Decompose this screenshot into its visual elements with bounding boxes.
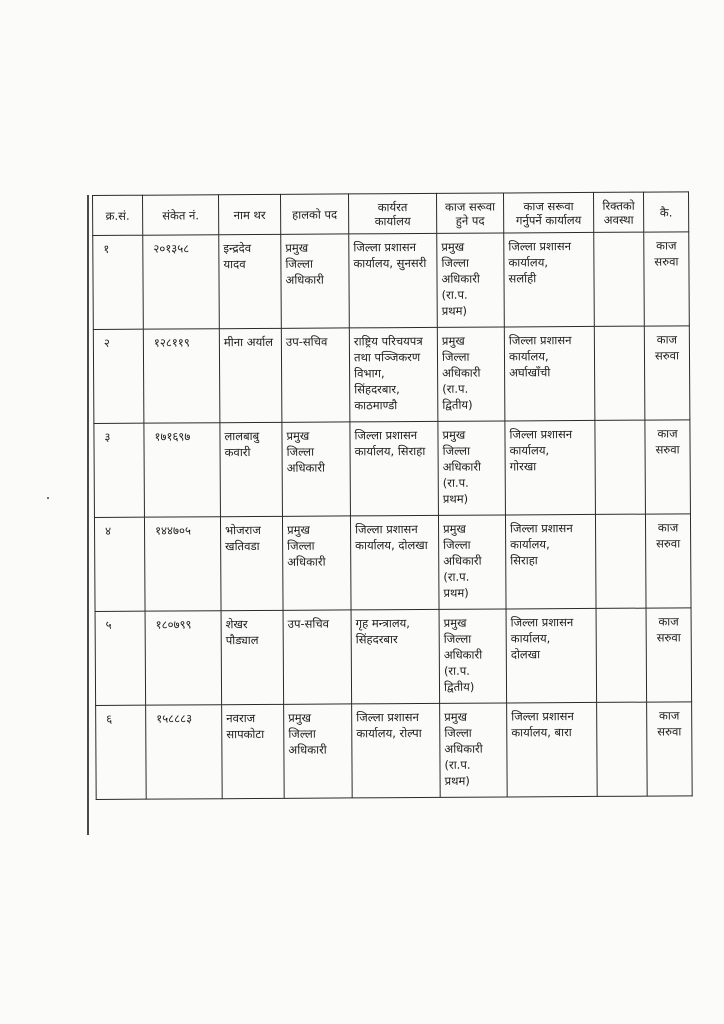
cell-vacancy <box>594 232 645 326</box>
cell-serial: ६ <box>96 705 147 799</box>
cell-current-post: प्रमुख जिल्ला अधिकारी <box>282 422 351 516</box>
cell-new-office: जिल्ला प्रशासन कार्यालय, बारा <box>507 702 598 797</box>
cell-code: १८०७९९ <box>145 611 222 705</box>
cell-new-post: प्रमुख जिल्ला अधिकारी (रा.प. प्रथम) <box>440 703 508 797</box>
table-row <box>93 326 690 424</box>
cell-new-post: प्रमुख जिल्ला अधिकारी (रा.प. प्रथम) <box>437 233 505 327</box>
cell-current-office: जिल्ला प्रशासन कार्यालय, रोल्पा <box>352 703 441 798</box>
cell-remark: काज सरुवा <box>646 608 692 702</box>
table-row <box>94 514 691 612</box>
header-remark: कै. <box>643 192 688 232</box>
table-row <box>95 608 692 706</box>
cell-current-office: गृह मन्त्रालय, सिंहदरबार <box>351 609 440 704</box>
cell-new-office: जिल्ला प्रशासन कार्यालय, अर्घाखाँची <box>504 326 595 421</box>
header-vacancy: रिक्तको अवस्था <box>593 192 643 232</box>
header-code: संकेत नं. <box>143 195 219 235</box>
header-new-post: काज सरूवा हुने पद <box>436 193 503 233</box>
cell-vacancy <box>594 326 645 420</box>
cell-name: भोजराज खतिवडा <box>220 516 283 610</box>
scan-speck <box>47 497 49 499</box>
cell-new-office: जिल्ला प्रशासन कार्यालय, गोरखा <box>505 420 596 515</box>
table-row <box>93 232 690 330</box>
transfer-table <box>92 191 693 800</box>
cell-code: १४४७०५ <box>144 517 221 611</box>
cell-new-office: जिल्ला प्रशासन कार्यालय, सर्लाही <box>504 232 595 327</box>
cell-new-office: जिल्ला प्रशासन कार्यालय, सिराहा <box>505 514 596 609</box>
cell-current-post: प्रमुख जिल्ला अधिकारी <box>284 704 353 798</box>
cell-current-post: उप-सचिव <box>283 610 352 704</box>
cell-serial: ५ <box>95 611 146 705</box>
cell-name: शेखर पौड्याल <box>221 610 284 704</box>
cell-vacancy <box>596 608 647 702</box>
cell-vacancy <box>597 702 648 796</box>
header-name: नाम थर <box>219 194 281 234</box>
cell-vacancy <box>595 420 646 514</box>
cell-name: नवराज सापकोटा <box>222 704 285 798</box>
cell-name: इन्द्रदेव यादव <box>219 234 282 328</box>
cell-current-office: जिल्ला प्रशासन कार्यालय, सिराहा <box>350 421 439 516</box>
header-current-office: कार्यरत कार्यालय <box>348 193 436 234</box>
cell-remark: काज सरुवा <box>644 232 690 326</box>
cell-current-post: प्रमुख जिल्ला अधिकारी <box>282 516 351 610</box>
cell-new-post: प्रमुख जिल्ला अधिकारी (रा.प. द्वितीय) <box>439 609 507 703</box>
cell-name: मीना अर्याल <box>219 328 282 422</box>
cell-new-post: प्रमुख जिल्ला अधिकारी (रा.प. द्वितीय) <box>437 327 505 421</box>
cell-serial: १ <box>93 235 144 329</box>
table-row <box>94 420 691 518</box>
transfer-table-container <box>92 191 692 800</box>
header-current-post: हालको पद <box>280 194 348 234</box>
cell-remark: काज सरुवा <box>644 326 690 420</box>
cell-new-office: जिल्ला प्रशासन कार्यालय, दोलखा <box>506 608 597 703</box>
cell-current-post: उप-सचिव <box>281 328 350 422</box>
cell-code: १२८११९ <box>143 329 220 423</box>
cell-remark: काज सरुवा <box>645 514 691 608</box>
cell-new-post: प्रमुख जिल्ला अधिकारी (रा.प. प्रथम) <box>438 421 506 515</box>
cell-code: १७१६९७ <box>144 423 221 517</box>
cell-current-office: राष्ट्रिय परिचयपत्र तथा पञ्जिकरण विभाग, सिंहदरबार, काठमाण्डौ <box>349 327 438 422</box>
cell-current-post: प्रमुख जिल्ला अधिकारी <box>281 234 350 328</box>
cell-current-office: जिल्ला प्रशासन कार्यालय, सुनसरी <box>349 233 438 328</box>
cell-serial: २ <box>93 329 144 423</box>
cell-new-post: प्रमुख जिल्ला अधिकारी (रा.प. प्रथम) <box>438 515 506 609</box>
cell-serial: ४ <box>94 517 145 611</box>
cell-name: लालबाबु कवारी <box>220 422 283 516</box>
cell-code: १५८८८३ <box>146 705 223 799</box>
cell-vacancy <box>595 514 646 608</box>
scan-border-line <box>87 195 89 835</box>
header-new-office: काज सरूवा गर्नुपर्ने कार्यालय <box>503 192 593 233</box>
cell-remark: काज सरुवा <box>647 702 693 796</box>
table-row <box>96 702 693 800</box>
cell-code: २०१३५८ <box>143 235 220 329</box>
cell-current-office: जिल्ला प्रशासन कार्यालय, दोलखा <box>350 515 439 610</box>
table-header-row <box>93 192 689 236</box>
cell-serial: ३ <box>94 423 145 517</box>
cell-remark: काज सरुवा <box>645 420 691 514</box>
header-serial: क्र.सं. <box>93 195 143 235</box>
